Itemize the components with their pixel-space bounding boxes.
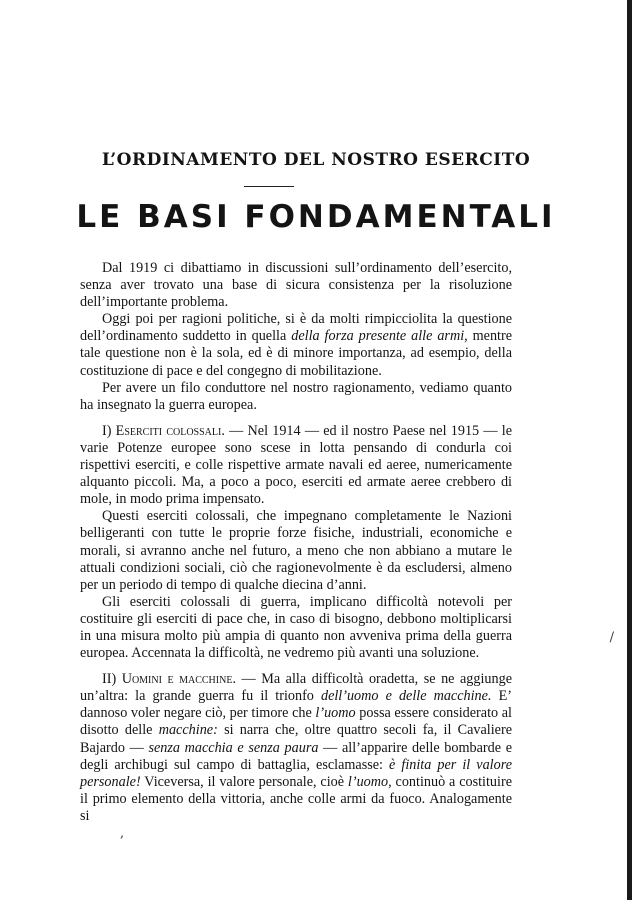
margin-mark: / xyxy=(609,630,614,645)
paragraph: Oggi poi per ragioni politiche, si è da molti rimpicciolita la questione dell’ordinamento suddetto in quella della forza presente alle armi, mentre tale questione non è la sola, ed è di minore importanza, ad esempio, della costituzione di pace e del congegno di mobilitazione. xyxy=(80,311,513,379)
page-edge-shadow xyxy=(627,0,632,900)
section-label: I) Eserciti colossali. xyxy=(102,422,225,439)
page-title: LE BASI FONDAMENTALI xyxy=(76,199,556,235)
paragraph: Gli eserciti colossali di guerra, implicano difficoltà notevoli per costituire gli eserciti di pace che, in caso di bisogno, debbono moltiplicarsi in una misura molto più ampia di quanto non avveniva prima della guerra europea. Accennata la difficoltà, ne vedremo più avanti una soluzione. xyxy=(80,593,512,662)
paragraph: Per avere un filo conduttore nel nostro ragionamento, vediamo quanto ha insegnato la guerra europea. xyxy=(80,379,512,413)
body-text xyxy=(80,260,512,825)
paragraph: Questi eserciti colossali, che impegnano completamente le Nazioni belligeranti con tutte le proprie forze fisiche, industriali, economiche e morali, si avranno anche nel futuro, a meno che non abbiano a mutare le attuali condizioni sociali, ciò che ragionevolmente è da escludersi, almeno per un periodo di tempo di qualche diecina d’anni. xyxy=(80,508,512,593)
paragraph: II) Uomini e macchine. — Ma alla difficoltà oradetta, se ne aggiunge un’altra: la grande guerra fu il trionfo dell’uomo e delle macchine. E’ dannoso voler negare ciò, per timore che l’uomo possa essere considerato al disotto delle macchine: si narra che, oltre quattro secoli fa, il Cavaliere Bajardo — senza macchia e senza paura — all’apparire delle bombarde e degli archibugi sul campo di battaglia, esclamasse: è finita per il valore personale! Viceversa, il valore personale, cioè l’uomo, continuò a costituire il primo elemento della vittoria, anche colle armi da fuoco. Analogamente si xyxy=(80,671,513,824)
paragraph: Dal 1919 ci dibattiamo in discussioni sull’ordinamento dell’esercito, senza aver trovato una base di sicura consistenza per la risoluzione dell’importante problema. xyxy=(80,260,512,311)
margin-mark: , xyxy=(120,826,125,841)
header-rule xyxy=(244,186,294,187)
section-header: L’ORDINAMENTO DEL NOSTRO ESERCITO xyxy=(101,150,531,170)
section-label: II) Uomini e macchine. xyxy=(102,671,236,688)
paragraph: I) Eserciti colossali. — Nel 1914 — ed il nostro Paese nel 1915 — le varie Potenze europee sono scese in lotta pensando di condurla coi rispettivi eserciti, e colle rispettive armate navali ed aeree, numericamente alquanto piccoli. Ma, a poco a poco, eserciti ed armate aeree crebbero di mole, in modo prima impensato. xyxy=(80,422,512,508)
